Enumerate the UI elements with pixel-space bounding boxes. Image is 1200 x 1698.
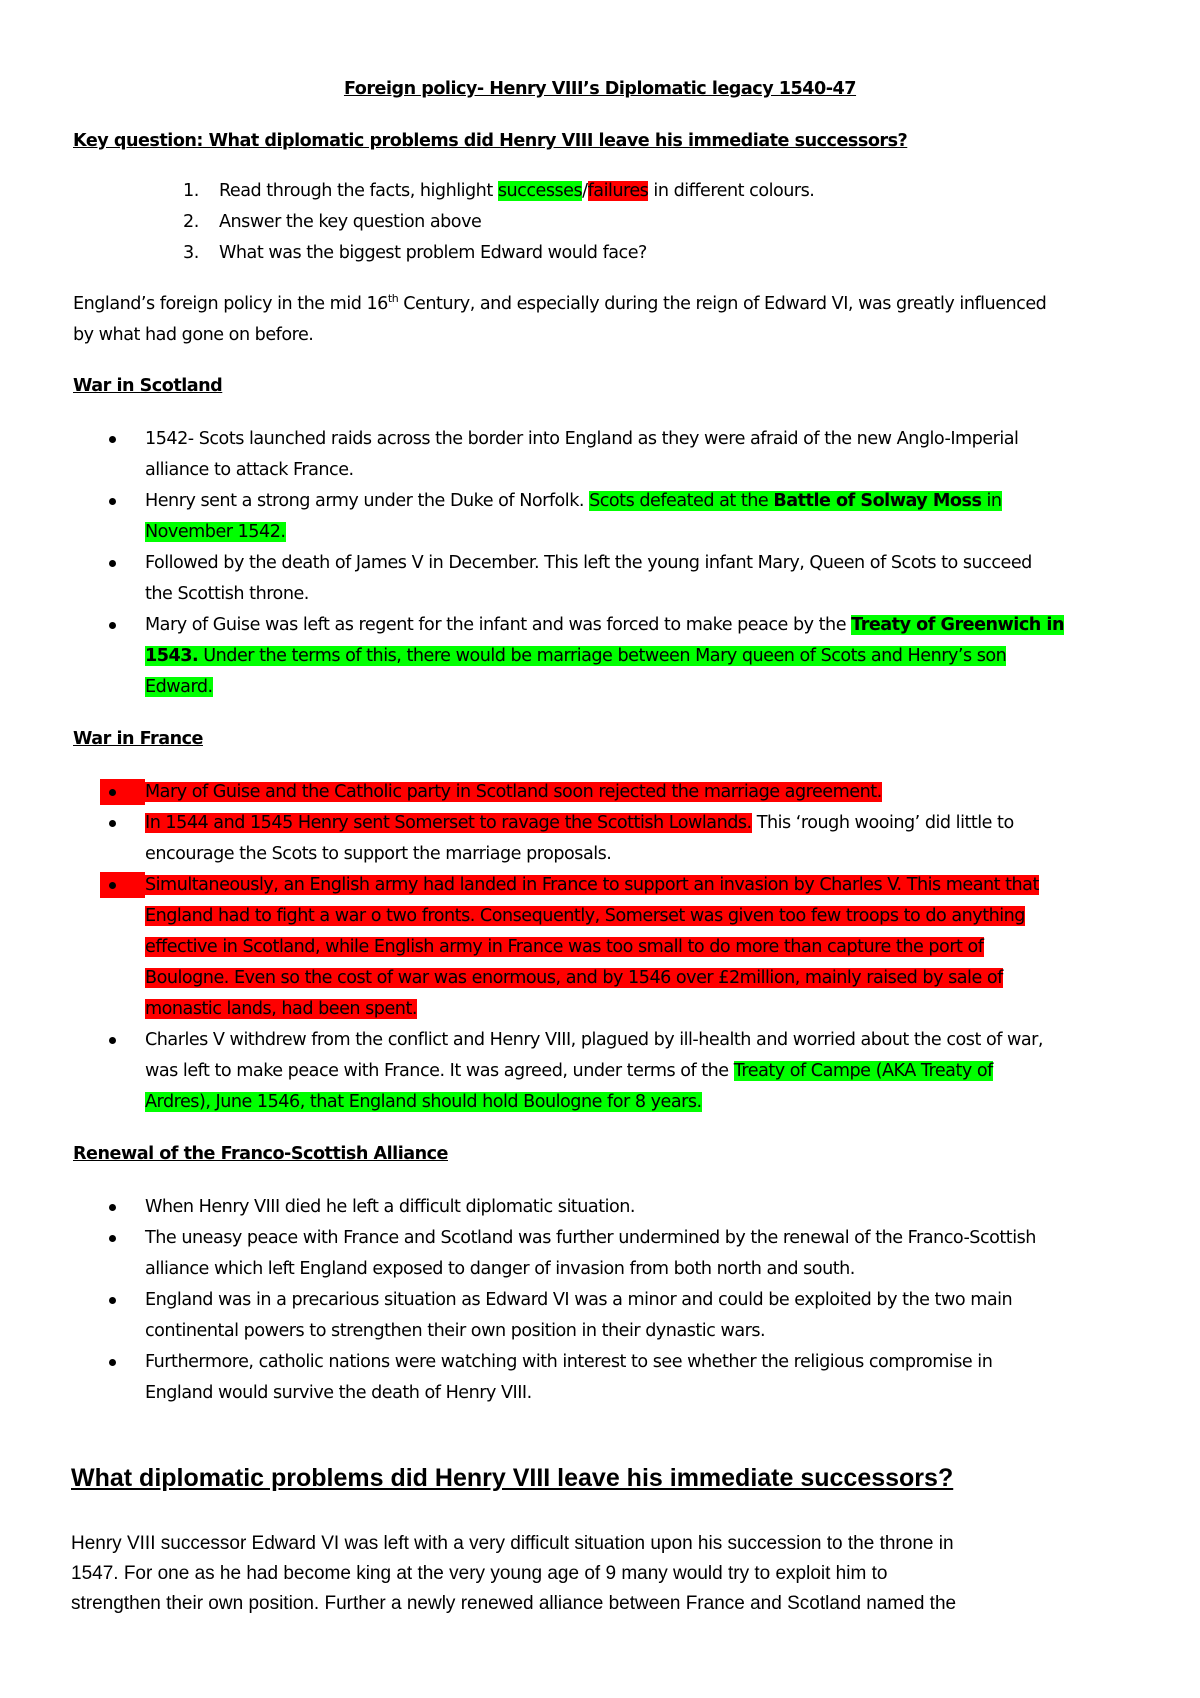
task-item: Read through the facts, highlight successes/failures in different colours. (219, 181, 815, 201)
list-item: encourage the Scots to support the marriage proposals. (145, 844, 612, 864)
list-item: England was in a precarious situation as Edward VI was a minor and could be exploited by the two main (145, 1290, 1013, 1310)
bullet-icon (109, 1297, 116, 1304)
bullet-icon (109, 1037, 116, 1044)
list-item: Simultaneously, an English army had landed in France to support an invasion by Charles V. This meant that (145, 875, 1039, 895)
red-highlight (100, 872, 145, 898)
answer-paragraph: strengthen their own position. Further a newly renewed alliance between France and Scotland named the (71, 1593, 957, 1614)
intro-paragraph: by what had gone on before. (73, 325, 314, 345)
bullet-icon (109, 1204, 116, 1211)
answer-heading: What diplomatic problems did Henry VIII leave his immediate successors? (71, 1464, 954, 1492)
answer-paragraph: Henry VIII successor Edward VI was left with a very difficult situation upon his succession to the throne in (71, 1533, 954, 1554)
section-heading-france: War in France (73, 729, 203, 749)
bullet-icon (109, 436, 116, 443)
list-item: Furthermore, catholic nations were watching with interest to see whether the religious compromise in (145, 1352, 993, 1372)
successes-highlight: successes (497, 181, 583, 201)
list-item: monastic lands, had been spent. (145, 999, 417, 1019)
bullet-icon (109, 820, 116, 827)
list-item: 1542- Scots launched raids across the border into England as they were afraid of the new Anglo-Imperial (145, 429, 1019, 449)
section-heading-alliance: Renewal of the Franco-Scottish Alliance (73, 1144, 448, 1164)
intro-paragraph: England’s foreign policy in the mid 16th Century, and especially during the reign of Edward VI, was greatly influenced (73, 292, 1047, 314)
list-item: Henry sent a strong army under the Duke of Norfolk. Scots defeated at the Battle of Solway Moss in (145, 491, 1002, 511)
list-item: Edward. (145, 677, 213, 697)
list-item: November 1542. (145, 522, 286, 542)
section-heading-scotland: War in Scotland (73, 376, 223, 396)
bullet-icon (109, 1359, 116, 1366)
list-item: continental powers to strengthen their own position in their dynastic wars. (145, 1321, 766, 1341)
list-item: the Scottish throne. (145, 584, 309, 604)
list-item: Followed by the death of James V in December. This left the young infant Mary, Queen of Scots to succeed (145, 553, 1032, 573)
task-number: 2. (183, 212, 199, 232)
list-item: Mary of Guise and the Catholic party in Scotland soon rejected the marriage agreement. (145, 782, 882, 802)
list-item: Ardres), June 1546, that England should hold Boulogne for 8 years. (145, 1092, 702, 1112)
list-item: The uneasy peace with France and Scotland was further undermined by the renewal of the Franco-Scottish (145, 1228, 1036, 1248)
list-item: Mary of Guise was left as regent for the infant and was forced to make peace by the Treaty of Greenwich in (145, 615, 1064, 635)
bullet-icon (109, 622, 116, 629)
list-item: was left to make peace with France. It was agreed, under terms of the Treaty of Campe (AKA Treaty of (145, 1061, 993, 1081)
failures-highlight: failures (587, 181, 649, 201)
list-item: England would survive the death of Henry VIII. (145, 1383, 532, 1403)
task-number: 3. (183, 243, 199, 263)
list-item: alliance which left England exposed to danger of invasion from both north and south. (145, 1259, 855, 1279)
list-item: Charles V withdrew from the conflict and Henry VIII, plagued by ill-health and worried about the cost of war, (145, 1030, 1043, 1050)
list-item: alliance to attack France. (145, 460, 354, 480)
bullet-icon (109, 498, 116, 505)
bullet-icon (109, 882, 116, 889)
list-item: When Henry VIII died he left a difficult diplomatic situation. (145, 1197, 635, 1217)
document-title: Foreign policy- Henry VIII’s Diplomatic legacy 1540-47 (343, 79, 857, 99)
bullet-icon (109, 560, 116, 567)
answer-paragraph: 1547. For one as he had become king at the very young age of 9 many would try to exploit him to (71, 1563, 888, 1584)
red-highlight (100, 779, 145, 805)
list-item: In 1544 and 1545 Henry sent Somerset to ravage the Scottish Lowlands. This ‘rough wooing’ did little to (145, 813, 1014, 833)
task-number: 1. (183, 181, 199, 201)
list-item: 1543. Under the terms of this, there would be marriage between Mary queen of Scots and Henry’s son (145, 646, 1007, 666)
task-item: What was the biggest problem Edward would face? (219, 243, 647, 263)
key-question: Key question: What diplomatic problems did Henry VIII leave his immediate successors? (73, 131, 908, 151)
list-item: Boulogne. Even so the cost of war was enormous, and by 1546 over £2million, mainly raised by sale of (145, 968, 1003, 988)
list-item: effective in Scotland, while English army in France was too small to do more than capture the port of (145, 937, 984, 957)
task-item: Answer the key question above (219, 212, 482, 232)
bullet-icon (109, 1235, 116, 1242)
list-item: England had to fight a war o two fronts. Consequently, Somerset was given too few troops to do anything (145, 906, 1025, 926)
bullet-icon (109, 789, 116, 796)
